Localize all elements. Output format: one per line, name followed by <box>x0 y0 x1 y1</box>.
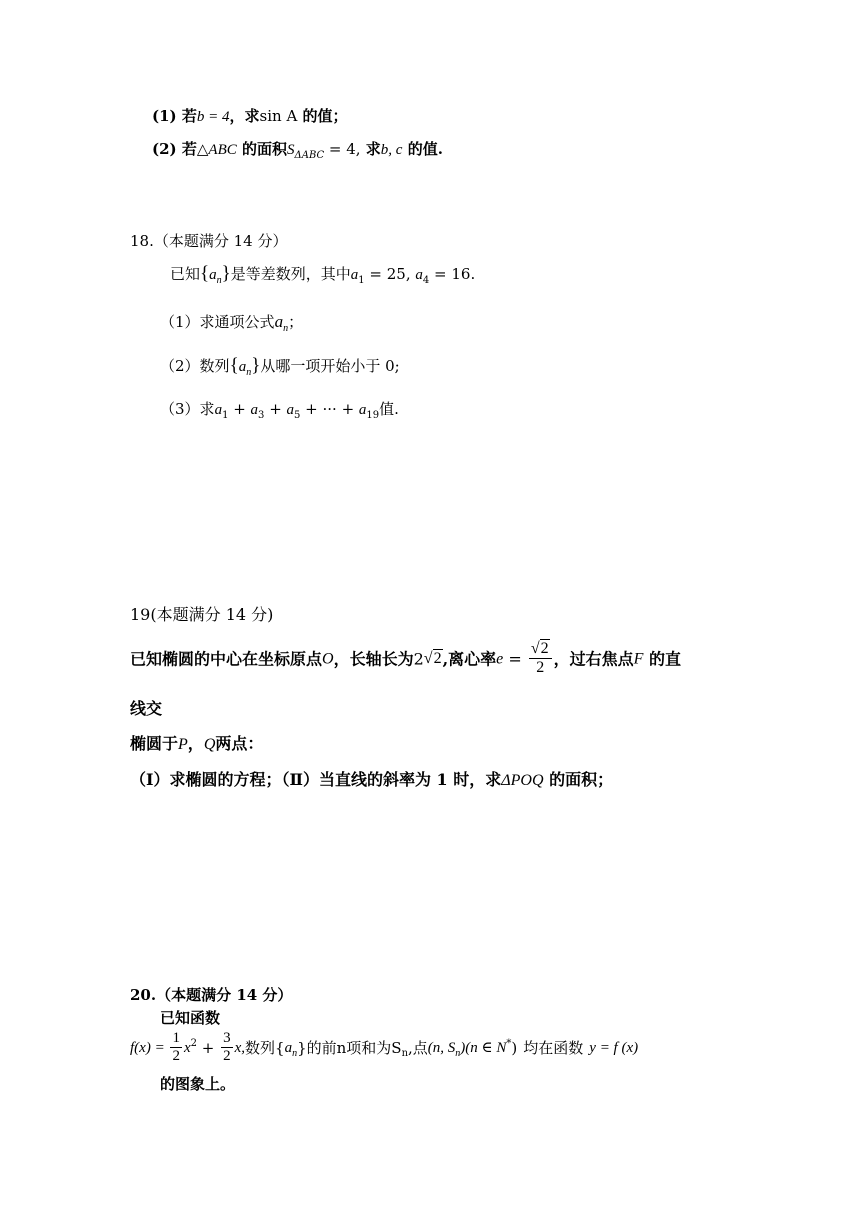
text: 值. <box>379 400 399 418</box>
q19-line-2: 线交 <box>130 699 163 718</box>
part-number: (1) <box>152 107 177 125</box>
q19-line-3 <box>130 734 263 754</box>
part-number: (2) <box>152 140 177 158</box>
text: （Ⅰ）求椭圆的方程；（Ⅱ）当直线的斜率为 1 时，求 <box>130 770 502 789</box>
sqrt: √2 <box>423 650 442 668</box>
var: P <box>178 736 188 753</box>
text: }的前n项和为S <box>297 1038 402 1057</box>
math: ABC <box>208 142 237 158</box>
var: x, <box>234 1039 246 1056</box>
denominator: 2 <box>172 1048 180 1065</box>
q18-part-2 <box>160 355 400 379</box>
subscript: 19 <box>366 410 380 421</box>
text: 的值； <box>297 107 348 125</box>
subscript: n <box>216 275 222 286</box>
q20-line-3: 的图象上。 <box>160 1075 236 1093</box>
q18-header: 18.（本题满分 14 分） <box>130 232 288 250</box>
var: x <box>183 1039 191 1056</box>
q20-line-1: 已知函数 <box>160 1009 221 1027</box>
var: f <box>130 1039 135 1056</box>
var: a <box>250 402 259 418</box>
numerator <box>529 640 552 658</box>
text: 是等差数列，其中 <box>230 265 351 283</box>
text: 的值. <box>402 140 443 158</box>
math: y = f (x) <box>589 1039 639 1056</box>
numerator: 1 <box>172 1030 180 1046</box>
radicand: 2 <box>433 650 442 668</box>
subscript: 5 <box>294 410 301 421</box>
fraction-half <box>170 1030 182 1066</box>
right-brace: } <box>251 355 261 376</box>
q19-line-4 <box>130 770 613 790</box>
subscript: 1 <box>358 275 365 286</box>
equals: = <box>503 649 527 669</box>
var: a <box>214 402 223 418</box>
math: )(n ∈ N <box>460 1039 507 1056</box>
text: ，长轴长为 <box>333 649 414 669</box>
var: a <box>274 312 284 331</box>
fraction-three-halves <box>221 1030 233 1066</box>
text: 椭圆于 <box>130 734 179 753</box>
var: F <box>633 650 644 668</box>
var: a <box>238 359 247 375</box>
subscript: n <box>455 1047 461 1059</box>
subscript: n <box>283 323 289 334</box>
q17-part-2 <box>152 140 443 162</box>
number: 2 <box>413 649 424 669</box>
numerator: 3 <box>223 1030 231 1046</box>
math: = 4, <box>324 140 361 158</box>
math: sin A <box>259 107 298 125</box>
radicand: 2 <box>540 640 549 657</box>
q17-part-1 <box>152 107 348 126</box>
left-brace: { <box>200 263 210 284</box>
denominator: 2 <box>529 658 552 677</box>
value: = 16 <box>429 265 471 283</box>
plus: + <box>228 400 251 418</box>
text: ，求 <box>229 107 260 125</box>
text: 的面积 <box>236 140 287 158</box>
text: . <box>470 265 476 283</box>
q18-part-1 <box>160 312 303 335</box>
text: ,离心率 <box>442 649 497 669</box>
var: a <box>415 267 423 283</box>
math: ) <box>511 1038 518 1057</box>
text: ,点 <box>408 1038 428 1057</box>
var: O <box>322 650 334 668</box>
subscript: 4 <box>422 275 430 286</box>
exponent: 2 <box>190 1037 197 1049</box>
text: ； <box>288 313 304 331</box>
subscript: n <box>292 1047 298 1059</box>
math: (n, S <box>427 1039 456 1056</box>
text: 的面积； <box>543 770 614 789</box>
text: 若 <box>181 107 197 125</box>
part-number: （3） <box>160 400 200 418</box>
part-number: （2） <box>160 357 200 375</box>
plus: + <box>197 1038 220 1057</box>
text: 均在函数 <box>523 1038 584 1057</box>
var: a <box>350 267 359 283</box>
text: ， <box>187 734 204 753</box>
part-number: （1） <box>160 313 200 331</box>
var: e <box>496 650 504 668</box>
plus: + <box>264 400 287 418</box>
text: 求 <box>199 400 215 418</box>
var: a <box>286 402 295 418</box>
var: a <box>209 267 217 283</box>
q20-line-2 <box>130 1030 638 1066</box>
superscript: * <box>506 1037 512 1049</box>
text: 数列 <box>199 357 230 375</box>
text: ，过右焦点 <box>553 649 634 669</box>
subscript: n <box>401 1047 409 1059</box>
subscript: 3 <box>258 410 265 421</box>
text: 从哪一项开始小于 0; <box>260 357 400 375</box>
var: Q <box>203 736 216 753</box>
right-brace: } <box>221 263 231 284</box>
text: 两点： <box>215 734 264 753</box>
text: 求通项公式 <box>199 313 275 331</box>
text: 的直 <box>643 649 681 669</box>
text: 若△ <box>181 140 209 158</box>
text: 已知 <box>170 265 201 283</box>
q20-header: 20.（本题满分 14 分） <box>130 986 293 1004</box>
text: 已知椭圆的中心在坐标原点 <box>130 649 323 669</box>
left-brace: { <box>229 355 239 376</box>
subscript: ΔABC <box>294 150 325 161</box>
text: 数列{ <box>245 1038 285 1057</box>
math: b, c <box>380 142 403 158</box>
ellipsis: + ··· + <box>300 400 359 418</box>
math: ΔPOQ <box>501 772 544 789</box>
math: (x) = <box>134 1039 169 1056</box>
sqrt: √2 <box>530 640 549 657</box>
denominator: 2 <box>223 1048 231 1065</box>
subscript: 1 <box>222 410 229 421</box>
math: S <box>287 142 295 158</box>
math: b = 4 <box>196 109 230 125</box>
value: = 25, <box>364 265 416 283</box>
var: a <box>284 1039 293 1056</box>
fraction <box>529 640 552 678</box>
q18-part-3 <box>160 400 399 422</box>
subscript: n <box>246 367 252 378</box>
text: 求 <box>360 140 381 158</box>
var: a <box>358 402 367 418</box>
q19-line-1 <box>130 640 681 678</box>
q19-header: 19(本题满分 14 分) <box>130 605 274 624</box>
q18-stem <box>170 263 475 287</box>
